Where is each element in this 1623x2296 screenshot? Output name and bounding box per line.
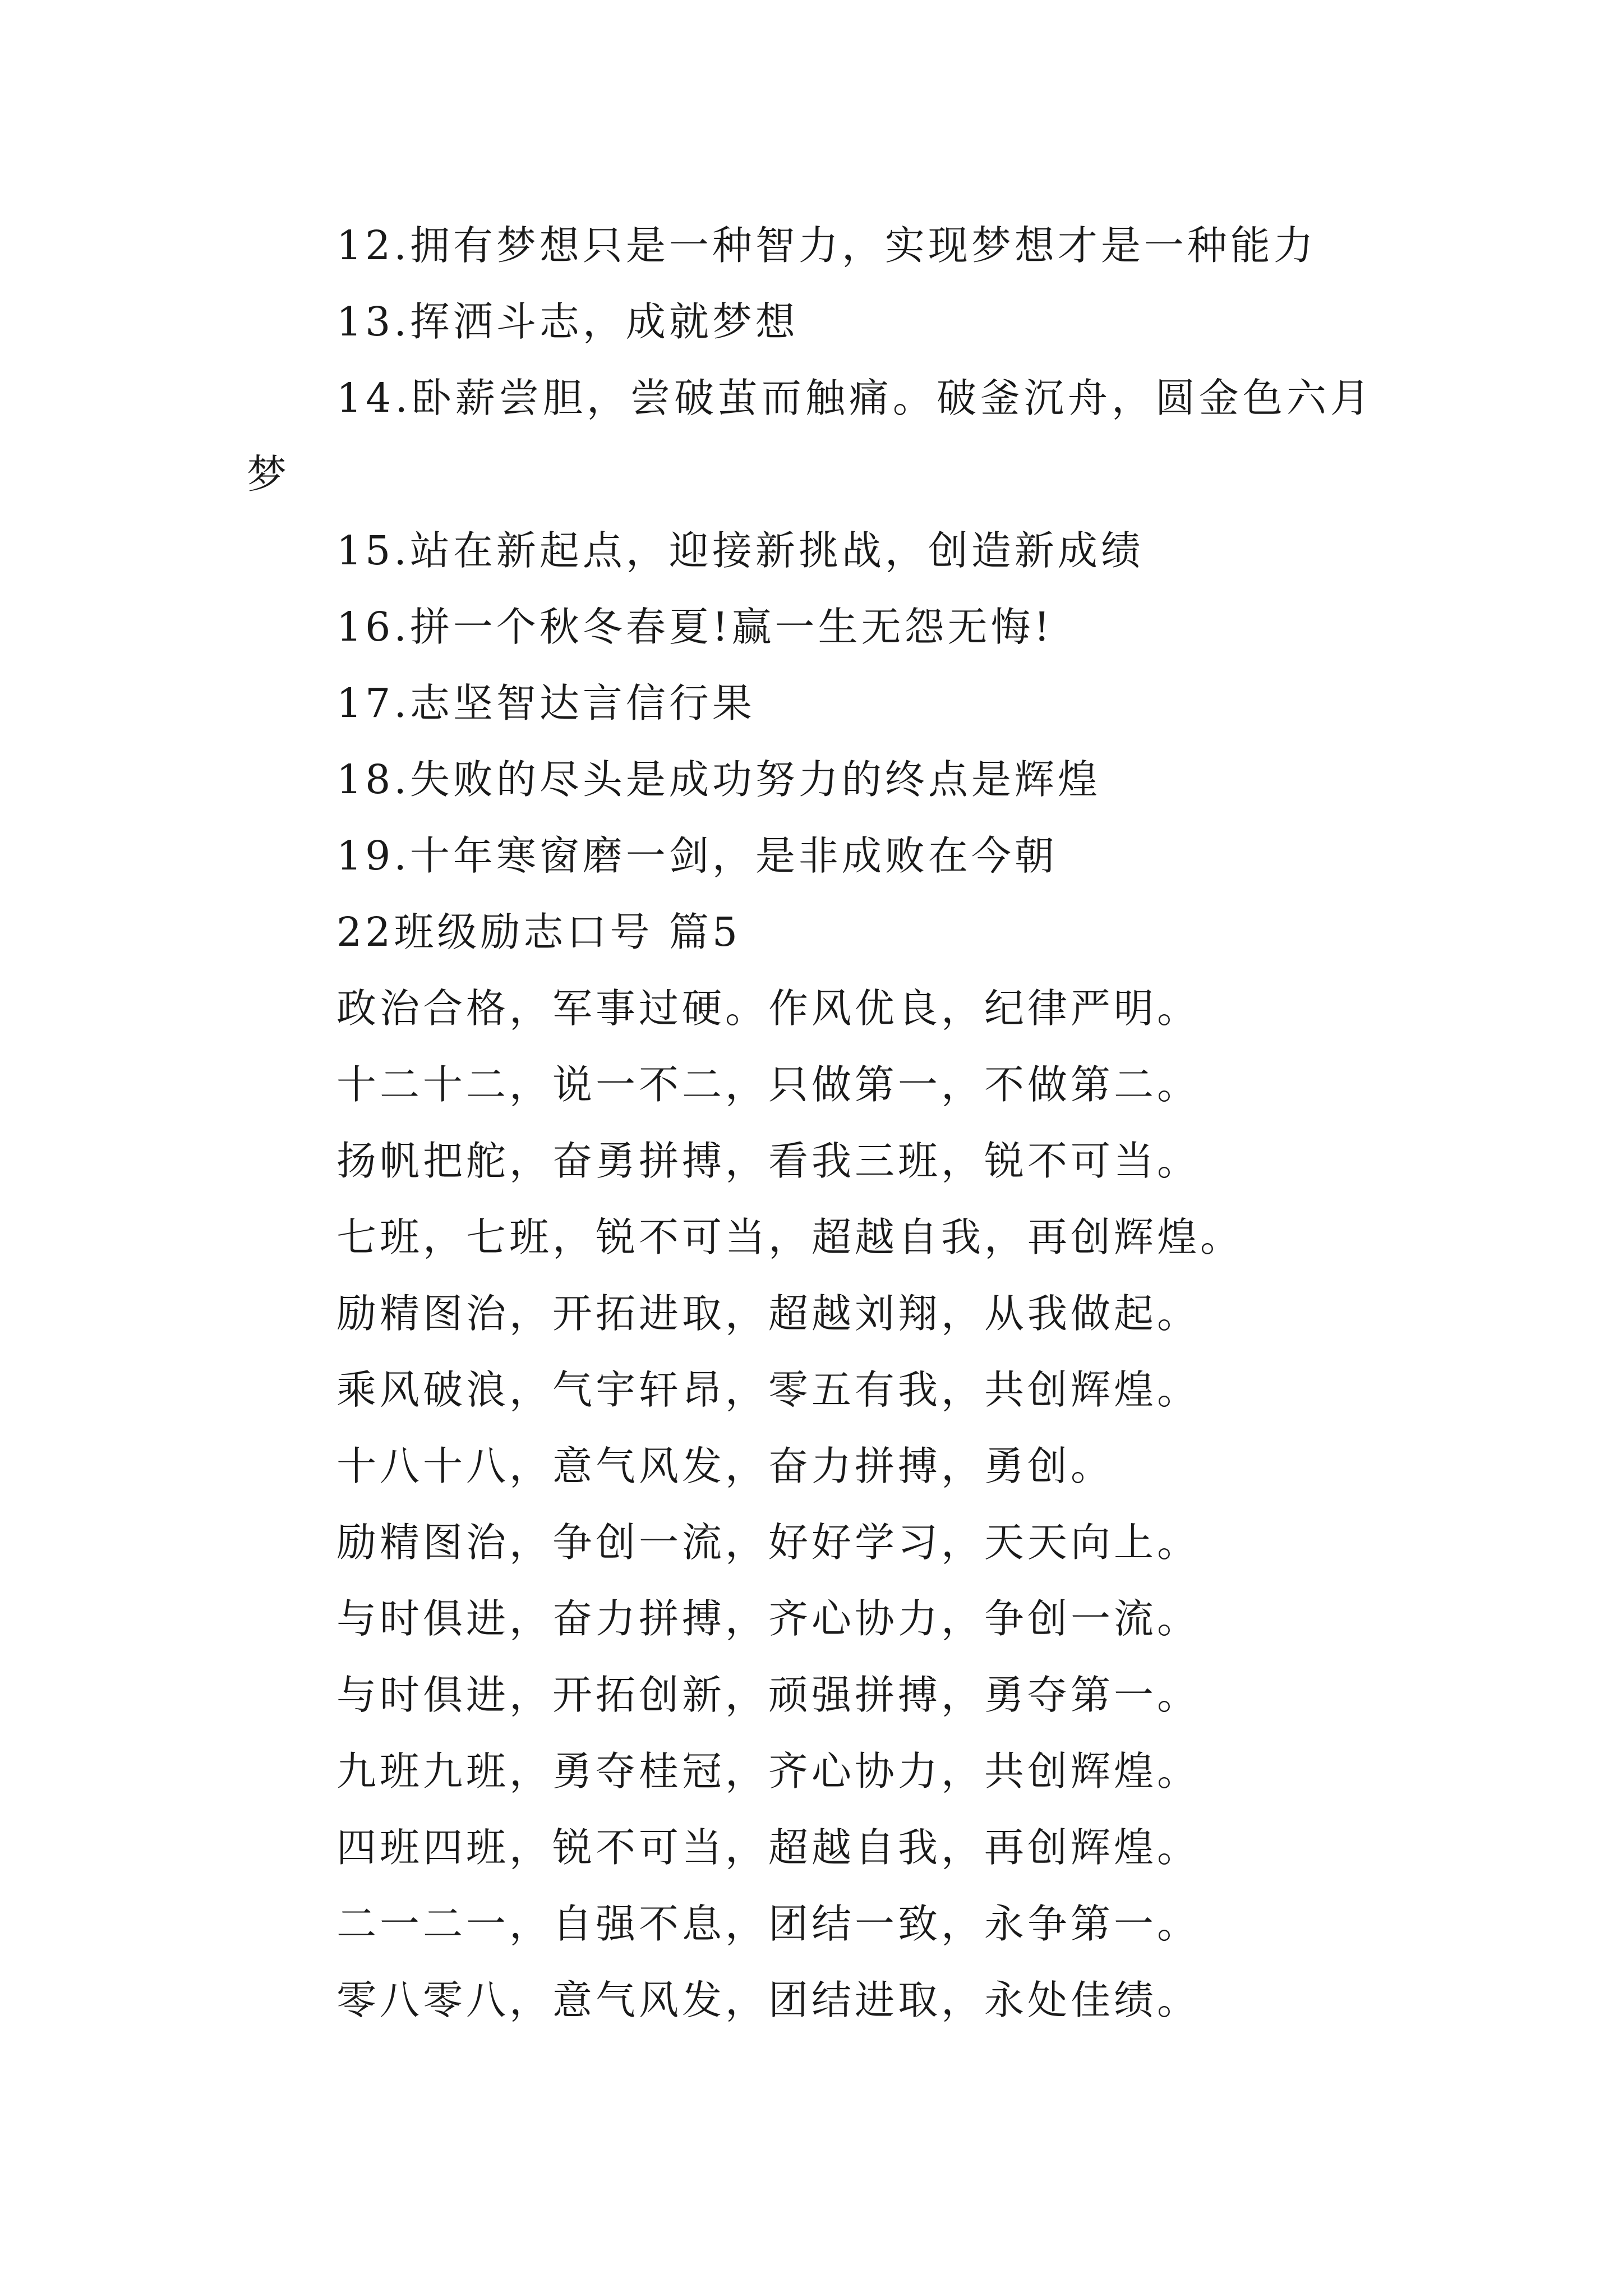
slogan-line-16: 16.拼一个秋冬春夏!赢一生无怨无悔! <box>336 604 1053 650</box>
section-heading: 22班级励志口号 篇5 <box>336 909 741 955</box>
class-slogan-3: 扬帆把舵，奋勇拼搏，看我三班，锐不可当。 <box>336 1138 1201 1184</box>
document-body <box>247 208 1380 2039</box>
class-slogan-7: 十八十八，意气风发，奋力拼搏，勇创。 <box>336 1443 1114 1489</box>
slogan-line-15: 15.站在新起点，迎接新挑战，创造新成绩 <box>336 527 1144 574</box>
class-slogan-5: 励精图治，开拓进取，超越刘翔，从我做起。 <box>336 1290 1201 1337</box>
slogan-line-18: 18.失败的尽头是成功努力的终点是辉煌 <box>336 756 1101 803</box>
class-slogan-11: 九班九班，勇夺桂冠，齐心协力，共创辉煌。 <box>336 1748 1201 1795</box>
class-slogan-14: 零八零八，意气风发，团结进取，永处佳绩。 <box>336 1977 1201 2023</box>
class-slogan-6: 乘风破浪，气宇轩昂，零五有我，共创辉煌。 <box>336 1366 1201 1413</box>
slogan-line-14-continuation: 梦 <box>247 451 291 498</box>
class-slogan-1: 政治合格，军事过硬。作风优良，纪律严明。 <box>336 985 1201 1032</box>
slogan-line-12: 12.拥有梦想只是一种智力，实现梦想才是一种能力 <box>336 222 1317 269</box>
class-slogan-13: 二一二一，自强不息，团结一致，永争第一。 <box>336 1901 1201 1947</box>
class-slogan-8: 励精图治，争创一流，好好学习，天天向上。 <box>336 1519 1201 1566</box>
class-slogan-12: 四班四班，锐不可当，超越自我，再创辉煌。 <box>336 1824 1201 1871</box>
class-slogan-10: 与时俱进，开拓创新，顽强拼搏，勇夺第一。 <box>336 1672 1201 1718</box>
class-slogan-4: 七班，七班，锐不可当，超越自我，再创辉煌。 <box>336 1214 1244 1260</box>
slogan-line-14: 14.卧薪尝胆，尝破茧而触痛。破釜沉舟，圆金色六月 <box>336 375 1374 421</box>
class-slogan-9: 与时俱进，奋力拼搏，齐心协力，争创一流。 <box>336 1595 1201 1642</box>
slogan-line-19: 19.十年寒窗磨一剑，是非成败在今朝 <box>336 832 1058 879</box>
slogan-line-17: 17.志坚智达言信行果 <box>336 680 755 726</box>
class-slogan-2: 十二十二，说一不二，只做第一，不做第二。 <box>336 1061 1201 1108</box>
slogan-line-13: 13.挥洒斗志，成就梦想 <box>336 298 799 345</box>
